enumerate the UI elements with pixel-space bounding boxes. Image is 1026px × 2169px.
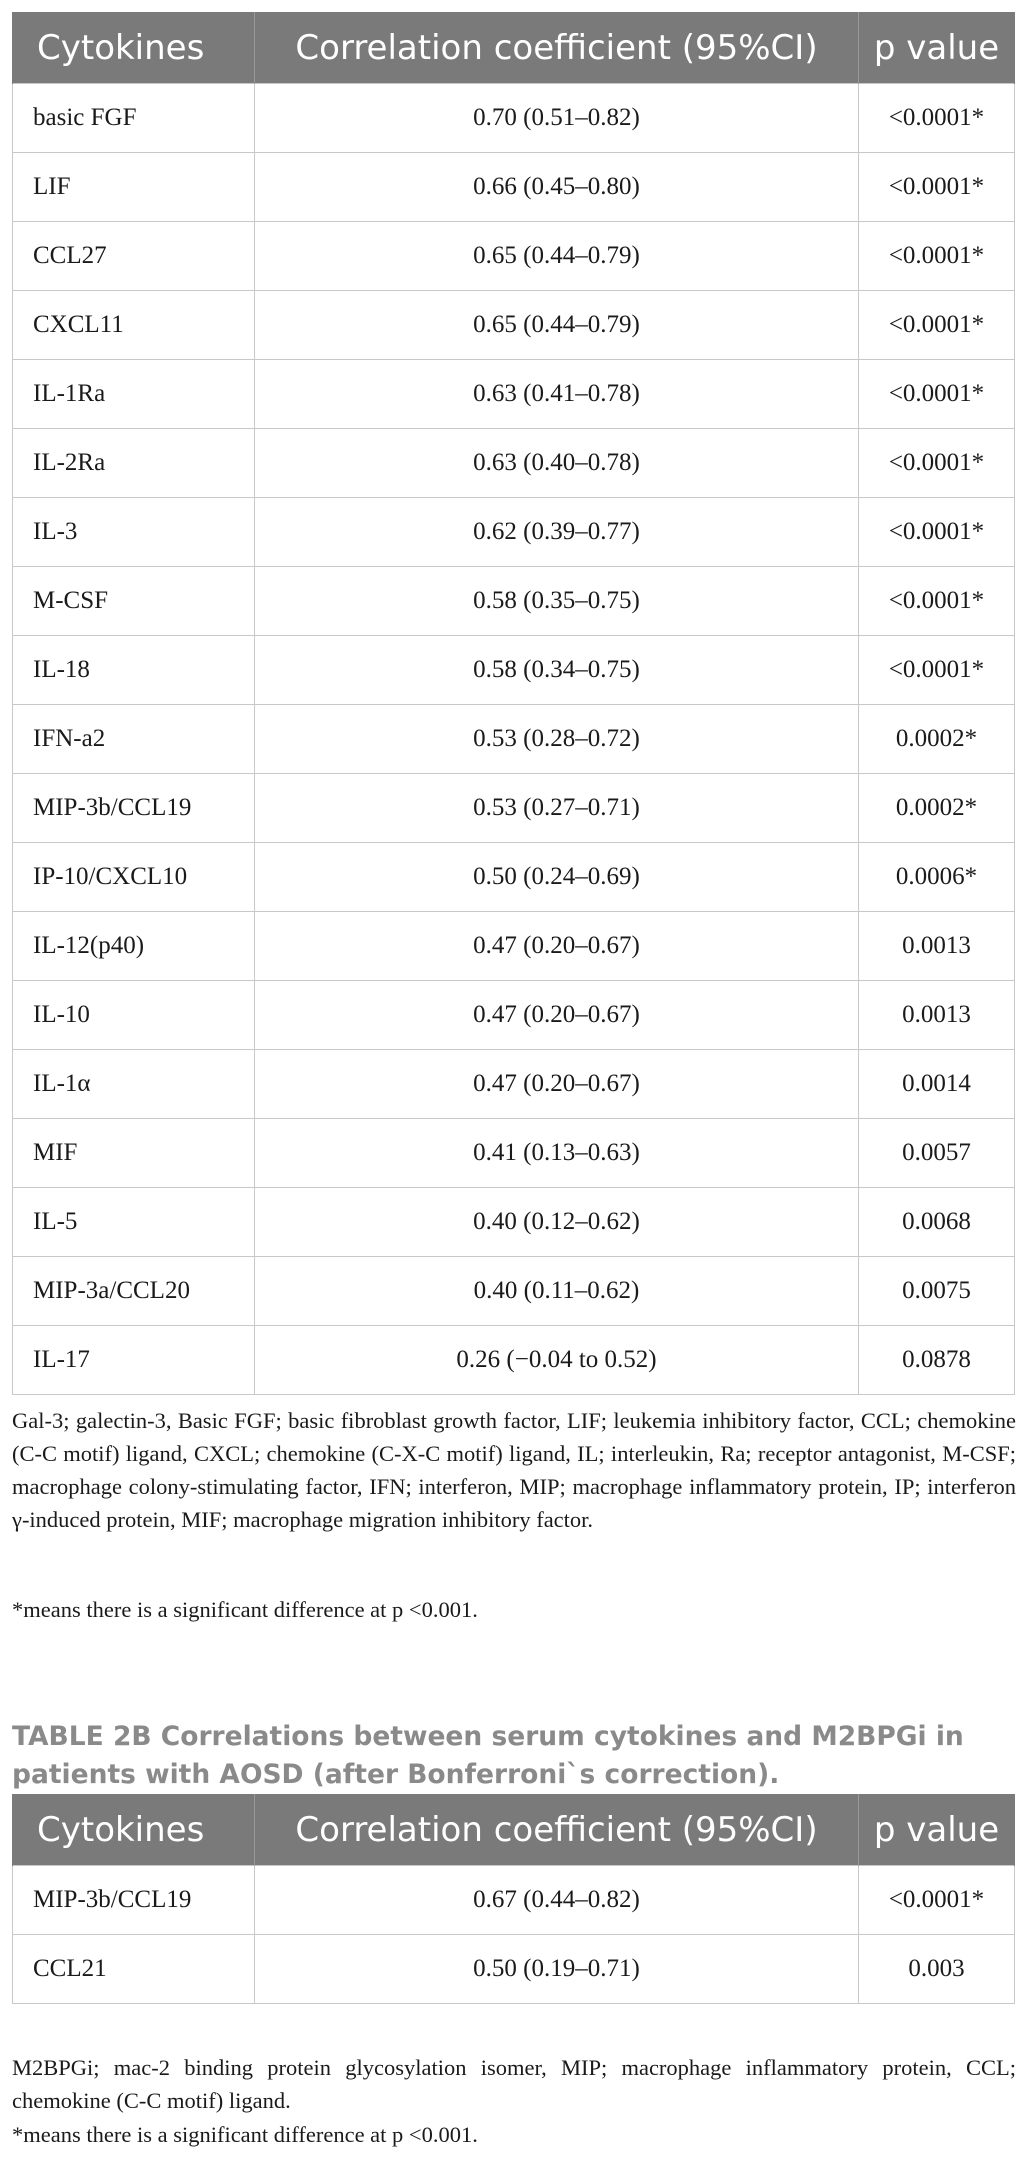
p-value-cell: 0.0006* (859, 843, 1015, 912)
column-header-correlation: Correlation coefficient (95%CI) (255, 12, 859, 84)
correlation-cell: 0.47 (0.20–0.67) (255, 1050, 859, 1119)
p-value-cell: 0.0002* (859, 705, 1015, 774)
cytokine-cell: MIP-3a/CCL20 (13, 1257, 255, 1326)
table-row (13, 153, 1015, 222)
correlation-cell: 0.26 (−0.04 to 0.52) (255, 1326, 859, 1395)
p-value-cell: <0.0001* (859, 429, 1015, 498)
correlation-cell: 0.58 (0.34–0.75) (255, 636, 859, 705)
p-value-cell: 0.0002* (859, 774, 1015, 843)
significance-note: *means there is a significant difference at p <0.001. (12, 2122, 478, 2147)
cytokine-cell: LIF (13, 153, 255, 222)
correlation-cell: 0.66 (0.45–0.80) (255, 153, 859, 222)
abbreviations-footnote: M2BPGi; mac-2 binding protein glycosylation isomer, MIP; macrophage inflammatory protein, CCL; chemokine (C-C motif) ligand. (12, 2055, 1016, 2113)
table-row (13, 912, 1015, 981)
correlation-cell: 0.53 (0.27–0.71) (255, 774, 859, 843)
p-value-cell: <0.0001* (859, 153, 1015, 222)
cytokine-cell: IL-17 (13, 1326, 255, 1395)
cytokine-cell: MIF (13, 1119, 255, 1188)
cytokine-cell: MIP-3b/CCL19 (13, 774, 255, 843)
cytokine-cell: IL-12(p40) (13, 912, 255, 981)
p-value-cell: 0.0878 (859, 1326, 1015, 1395)
correlation-cell: 0.50 (0.19–0.71) (255, 1935, 859, 2004)
correlation-cell: 0.65 (0.44–0.79) (255, 222, 859, 291)
table-row (13, 705, 1015, 774)
abbreviations-footnote: Gal-3; galectin-3, Basic FGF; basic fibroblast growth factor, LIF; leukemia inhibitory factor, CCL; chemokine (C-C motif) ligand, CXCL; chemokine (C-X-C motif) ligand, IL; interleukin, Ra; receptor antagonist, M-CSF; macrophage colony-stimulating factor, IFN; interferon, MIP; macrophage inflammatory protein, IP; interferon γ-induced protein, MIF; macrophage migration inhibitory factor. (12, 1408, 1016, 1532)
correlation-cell: 0.70 (0.51–0.82) (255, 84, 859, 153)
table-row (13, 1119, 1015, 1188)
p-value-cell: <0.0001* (859, 222, 1015, 291)
significance-note: *means there is a significant difference at p <0.001. (12, 1597, 478, 1622)
table-row (13, 1257, 1015, 1326)
correlation-cell: 0.50 (0.24–0.69) (255, 843, 859, 912)
table-row (13, 222, 1015, 291)
cytokine-cell: MIP-3b/CCL19 (13, 1866, 255, 1935)
correlation-cell: 0.47 (0.20–0.67) (255, 912, 859, 981)
cytokine-cell: IL-2Ra (13, 429, 255, 498)
cytokine-cell: CCL21 (13, 1935, 255, 2004)
table-row (13, 1866, 1015, 1935)
correlation-cell: 0.63 (0.40–0.78) (255, 429, 859, 498)
cytokine-cell: IL-5 (13, 1188, 255, 1257)
cytokine-cell: IL-1α (13, 1050, 255, 1119)
table-row (13, 1326, 1015, 1395)
correlation-table-b (12, 1794, 1015, 2004)
column-header-p-value: p value (859, 12, 1015, 84)
cytokine-cell: CCL27 (13, 222, 255, 291)
correlation-cell: 0.67 (0.44–0.82) (255, 1866, 859, 1935)
correlation-cell: 0.41 (0.13–0.63) (255, 1119, 859, 1188)
cytokine-cell: basic FGF (13, 84, 255, 153)
table-row (13, 360, 1015, 429)
table-caption: TABLE 2B Correlations between serum cytokines and M2BPGi in patients with AOSD (after Bonferroni`s correction). (12, 1721, 964, 1790)
table-row (13, 636, 1015, 705)
table-row (13, 1188, 1015, 1257)
p-value-cell: <0.0001* (859, 636, 1015, 705)
table-row (13, 567, 1015, 636)
column-header-cytokines: Cytokines (13, 12, 255, 84)
table-header-row (13, 12, 1015, 84)
cytokine-cell: IFN-a2 (13, 705, 255, 774)
correlation-cell: 0.47 (0.20–0.67) (255, 981, 859, 1050)
correlation-cell: 0.63 (0.41–0.78) (255, 360, 859, 429)
column-header-correlation: Correlation coefficient (95%CI) (255, 1794, 859, 1866)
p-value-cell: 0.0013 (859, 981, 1015, 1050)
p-value-cell: <0.0001* (859, 291, 1015, 360)
correlation-cell: 0.62 (0.39–0.77) (255, 498, 859, 567)
table-row (13, 843, 1015, 912)
cytokine-cell: IP-10/CXCL10 (13, 843, 255, 912)
p-value-cell: 0.003 (859, 1935, 1015, 2004)
correlation-cell: 0.58 (0.35–0.75) (255, 567, 859, 636)
table-row (13, 291, 1015, 360)
correlation-cell: 0.53 (0.28–0.72) (255, 705, 859, 774)
cytokine-cell: IL-3 (13, 498, 255, 567)
column-header-cytokines: Cytokines (13, 1794, 255, 1866)
table-row (13, 1935, 1015, 2004)
p-value-cell: 0.0014 (859, 1050, 1015, 1119)
p-value-cell: <0.0001* (859, 498, 1015, 567)
cytokine-cell: M-CSF (13, 567, 255, 636)
p-value-cell: <0.0001* (859, 1866, 1015, 1935)
p-value-cell: <0.0001* (859, 84, 1015, 153)
correlation-cell: 0.65 (0.44–0.79) (255, 291, 859, 360)
table-row (13, 981, 1015, 1050)
correlation-cell: 0.40 (0.11–0.62) (255, 1257, 859, 1326)
p-value-cell: 0.0057 (859, 1119, 1015, 1188)
p-value-cell: <0.0001* (859, 567, 1015, 636)
table-row (13, 429, 1015, 498)
p-value-cell: 0.0068 (859, 1188, 1015, 1257)
p-value-cell: <0.0001* (859, 360, 1015, 429)
p-value-cell: 0.0075 (859, 1257, 1015, 1326)
table-row (13, 84, 1015, 153)
cytokine-cell: IL-1Ra (13, 360, 255, 429)
table-header-row (13, 1794, 1015, 1866)
column-header-p-value: p value (859, 1794, 1015, 1866)
table-row (13, 498, 1015, 567)
cytokine-cell: CXCL11 (13, 291, 255, 360)
p-value-cell: 0.0013 (859, 912, 1015, 981)
table-row (13, 774, 1015, 843)
cytokine-cell: IL-18 (13, 636, 255, 705)
cytokine-cell: IL-10 (13, 981, 255, 1050)
correlation-cell: 0.40 (0.12–0.62) (255, 1188, 859, 1257)
table-row (13, 1050, 1015, 1119)
correlation-table-a (12, 12, 1015, 1395)
